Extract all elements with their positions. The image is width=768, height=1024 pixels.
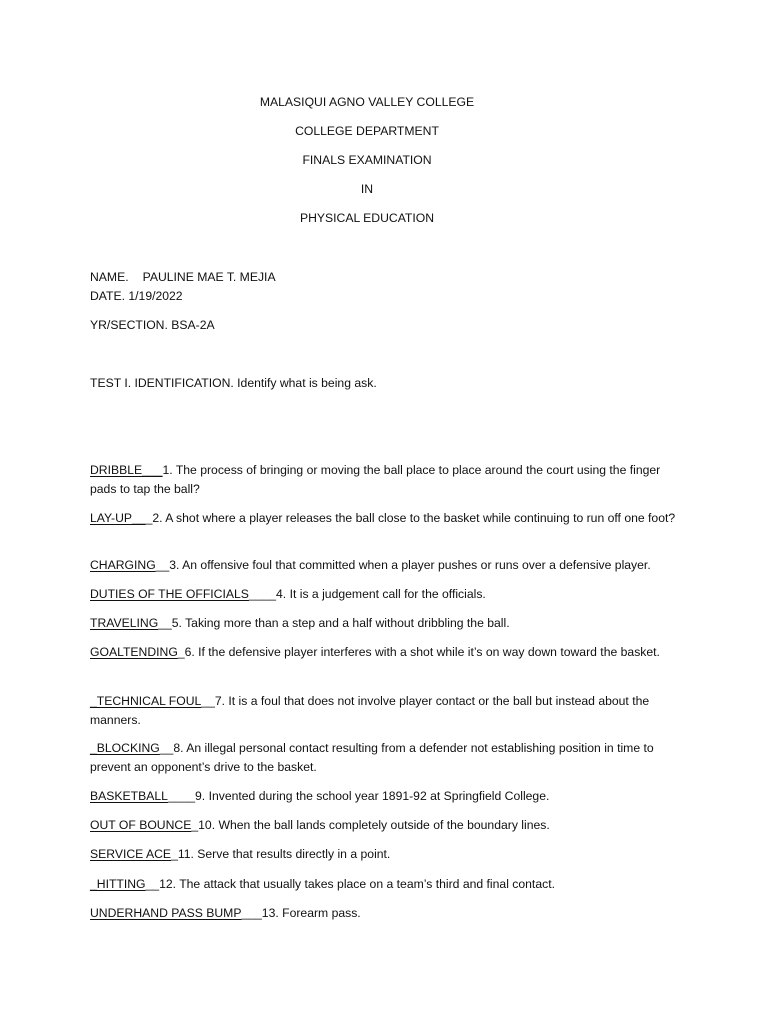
question-text: _2. A shot where a player releases the ball close to the basket while continuing to run off one foot?: [145, 511, 676, 525]
answer-text: GOALTENDING: [90, 645, 178, 659]
question-text: ____9. Invented during the school year 1891-92 at Springfield College.: [167, 789, 550, 803]
question-item: [90, 845, 680, 864]
question-text: __5. Taking more than a step and a half without dribbling the ball.: [158, 616, 510, 630]
name-value: PAULINE MAE T. MEJIA: [142, 270, 276, 284]
student-name-line: [90, 268, 276, 286]
question-item: [90, 904, 680, 923]
answer-text: OUT OF BOUNCE: [90, 818, 192, 832]
question-item: [90, 787, 680, 806]
answer-text: BASKETBALL: [90, 789, 168, 803]
question-text: _11. Serve that results directly in a point.: [171, 847, 391, 861]
question-item: [90, 875, 680, 894]
name-label: NAME.: [90, 270, 129, 284]
question-item: [90, 556, 680, 575]
question-item: [90, 739, 680, 776]
question-text: __12. The attack that usually takes place on a team’s third and final contact.: [145, 877, 555, 891]
college-name: MALASIQUI AGNO VALLEY COLLEGE: [259, 95, 475, 109]
question-text: ____4. It is a judgement call for the officials.: [248, 587, 486, 601]
question-item: [90, 461, 680, 498]
answer-text: UNDERHAND PASS BUMP: [90, 906, 242, 920]
test-title: TEST I. IDENTIFICATION. Identify what is being ask.: [90, 376, 377, 390]
question-item: [90, 643, 680, 662]
answer-text: DUTIES OF THE OFFICIALS: [90, 587, 249, 601]
answer-text: TRAVELING: [90, 616, 159, 630]
question-item: [90, 585, 680, 604]
answer-text: _TECHNICAL FOUL: [90, 694, 202, 708]
answer-text: CHARGING: [90, 558, 156, 572]
question-text: __8. An illegal personal contact resulting from a defender not establishing position in time to prevent an opponent’s drive to the basket.: [90, 741, 654, 774]
question-text: _6. If the defensive player interferes with a shot while it’s on way down toward the basket.: [177, 645, 660, 659]
in-text: IN: [360, 182, 374, 196]
section-line: YR/SECTION. BSA-2A: [90, 318, 215, 332]
date-line: DATE. 1/19/2022: [90, 289, 183, 303]
exam-title: FINALS EXAMINATION: [302, 153, 432, 167]
question-text: _10. When the ball lands completely outside of the boundary lines.: [191, 818, 550, 832]
answer-text: DRIBBLE___: [90, 463, 163, 477]
answer-text: _HITTING: [90, 877, 146, 891]
answer-text: LAY-UP__: [90, 511, 146, 525]
question-text: __7. It is a foul that does not involve player contact or the ball but instead about the manners.: [90, 694, 650, 727]
answer-text: SERVICE ACE: [90, 847, 172, 861]
question-text: __3. An offensive foul that committed when a player pushes or runs over a defensive player.: [155, 558, 651, 572]
answer-text: _BLOCKING: [90, 741, 160, 755]
question-item: [90, 816, 680, 835]
question-item: [90, 614, 680, 633]
subject-title: PHYSICAL EDUCATION: [299, 211, 435, 225]
question-text: 1. The process of bringing or moving the ball place to place around the court using the finger pads to tap the ball?: [90, 463, 661, 496]
question-text: ___13. Forearm pass.: [241, 906, 361, 920]
department-name: COLLEGE DEPARTMENT: [295, 124, 439, 138]
question-item: [90, 692, 680, 729]
question-item: [90, 509, 680, 528]
